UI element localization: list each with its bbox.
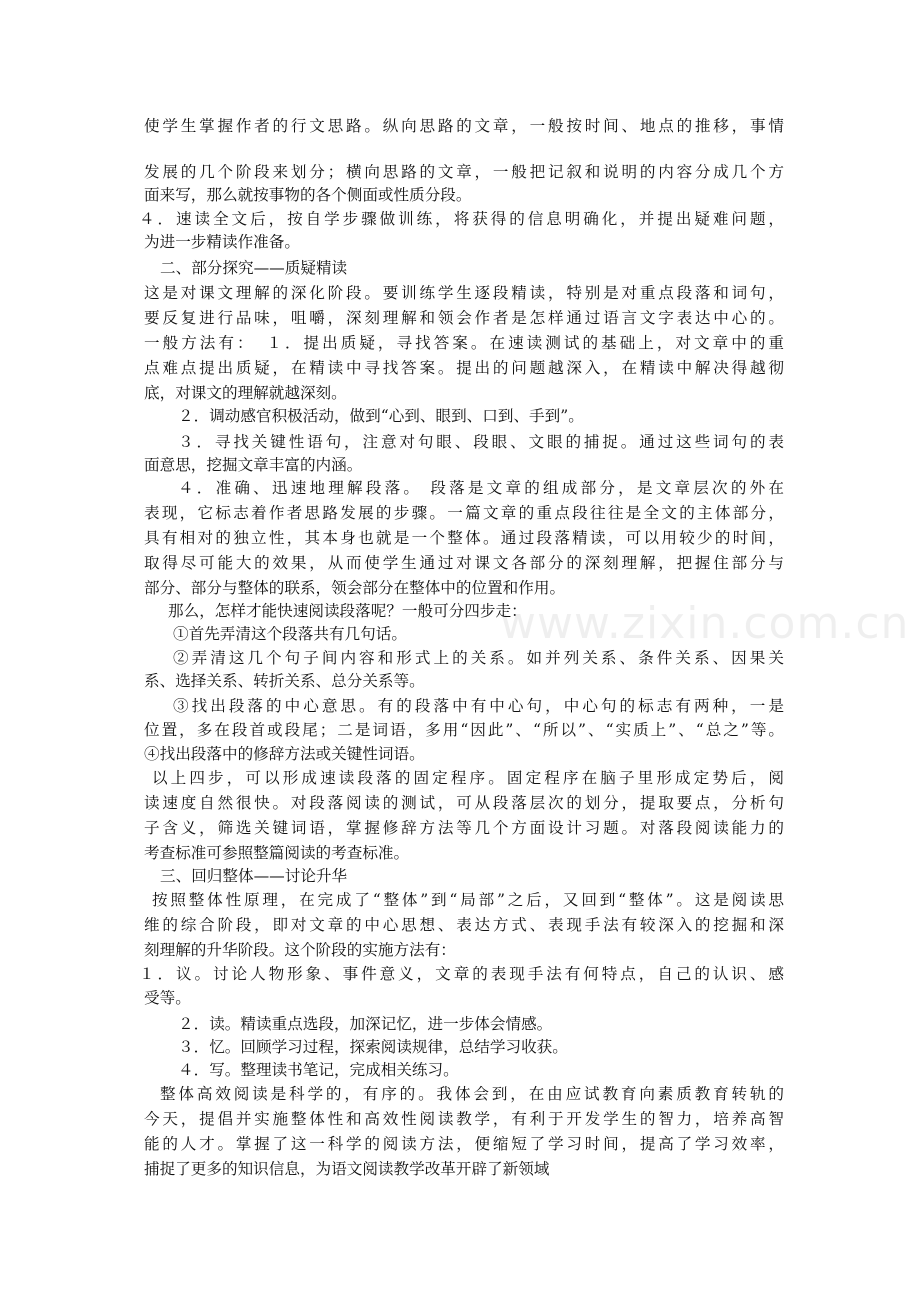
text-line: 以上四步，可以形成速读段落的固定程序。固定程序在脑子里形成定势后，阅 [152, 769, 784, 787]
text-line: 系、选择关系、转折关系、总分关系等。 [144, 672, 425, 690]
text-line: 按照整体性原理，在完成了“整体”到“局部”之后，又回到“整体”。这是阅读思 [152, 891, 784, 909]
text-line: 面意思，挖掘文章丰富的内涵。 [144, 456, 363, 474]
text-line: ４．准确、迅速地理解段落。 段落是文章的组成部分，是文章层次的外在 [178, 479, 784, 497]
text-line: 今天，提倡并实施整体性和高效性阅读教学，有利于开发学生的智力，培养高智 [144, 1110, 784, 1128]
text-line: 能的人才。掌握了这一科学的阅读方法，便缩短了学习时间，提高了学习效率， [144, 1135, 784, 1153]
text-line: 取得尽可能大的效果，从而使学生通过对课文各部分的深刻理解，把握住部分与 [144, 554, 784, 572]
text-line: ３．寻找关键性语句，注意对句眼、段眼、文眼的捕捉。通过这些词句的表 [178, 433, 784, 451]
text-line: 要反复进行品味，咀嚼，深刻理解和领会作者是怎样通过语言文字表达中心的。 [144, 309, 784, 327]
section-heading: 三、回归整体——讨论升华 [160, 867, 348, 885]
text-line: 这是对课文理解的深化阶段。要训练学生逐段精读，特别是对重点段落和词句， [144, 284, 784, 302]
text-line: 点难点提出质疑，在精读中寻找答案。提出的问题越深入，在精读中解决得越彻 [144, 359, 784, 377]
text-line: 为进一步精读作准备。 [144, 233, 300, 251]
text-line: 那么，怎样才能快速阅读段落呢？一般可分四步走： [168, 602, 527, 620]
watermark: www.zixin.com.cn [500, 598, 910, 649]
text-line: ４．速读全文后，按自学步骤做训练，将获得的信息明确化，并提出疑难问题， [139, 210, 784, 228]
text-line: ４．写。整理读书笔记，完成相关练习。 [178, 1061, 459, 1079]
text-line: ３．忆。回顾学习过程，探索阅读规律，总结学习收获。 [178, 1038, 568, 1056]
text-line: 捕捉了更多的知识信息，为语文阅读教学改革开辟了新领域 [144, 1160, 550, 1178]
text-line: 表现，它标志着作者思路发展的步骤。一篇文章的重点段往往是全文的主体部分， [144, 504, 784, 522]
text-line: ２．调动感官积极活动，做到“心到、眼到、口到、手到”。 [178, 407, 584, 425]
text-line: 刻理解的升华阶段。这个阶段的实施方法有： [144, 941, 456, 959]
text-line: 面来写，那么就按事物的各个侧面或性质分段。 [144, 186, 472, 204]
text-line: ②弄清这几个句子间内容和形式上的关系。如并列关系、条件关系、因果关 [173, 649, 784, 667]
text-line: 读速度自然很快。对段落阅读的测试，可从段落层次的划分，提取要点，分析句 [144, 794, 784, 812]
text-line: ２．读。精读重点选段，加深记忆，进一步体会情感。 [178, 1015, 553, 1033]
text-line: 使学生掌握作者的行文思路。纵向思路的文章，一般按时间、地点的推移，事情 [144, 117, 784, 135]
text-line: １．议。讨论人物形象、事件意义，文章的表现手法有何特点，自己的认识、感 [139, 965, 784, 983]
text-line: ④找出段落中的修辞方法或关键性词语。 [144, 745, 425, 763]
text-line: ①首先弄清这个段落共有几句话。 [173, 625, 407, 643]
text-line: 部分、部分与整体的联系，领会部分在整体中的位置和作用。 [144, 579, 566, 597]
text-line: 一般方法有： １．提出质疑，寻找答案。在速读测试的基础上，对文章中的重 [144, 334, 784, 352]
document-page [139, 0, 910, 1302]
text-line: 发展的几个阶段来划分；横向思路的文章，一般把记叙和说明的内容分成几个方 [144, 163, 784, 181]
text-line: 维的综合阶段，即对文章的中心思想、表达方式、表现手法有较深入的挖掘和深 [144, 916, 784, 934]
text-line: 整体高效阅读是科学的，有序的。我体会到，在由应试教育向素质教育转轨的 [160, 1085, 784, 1103]
text-line: ③找出段落的中心意思。有的段落中有中心句，中心句的标志有两种，一是 [173, 697, 784, 715]
section-heading: 二、部分探究——质疑精读 [160, 259, 348, 277]
text-line: 考查标准可参照整篇阅读的考查标准。 [144, 844, 410, 862]
text-line: 具有相对的独立性，其本身也就是一个整体。通过段落精读，可以用较少的时间， [144, 529, 784, 547]
text-line: 位置，多在段首或段尾；二是词语，多用“因此”、“所以”、“实质上”、“总之”等。 [144, 721, 784, 739]
text-line: 受等。 [144, 989, 191, 1007]
text-line: 子含义，筛选关键词语，掌握修辞方法等几个方面设计习题。对落段阅读能力的 [144, 819, 784, 837]
text-line: 底，对课文的理解就越深刻。 [144, 384, 347, 402]
